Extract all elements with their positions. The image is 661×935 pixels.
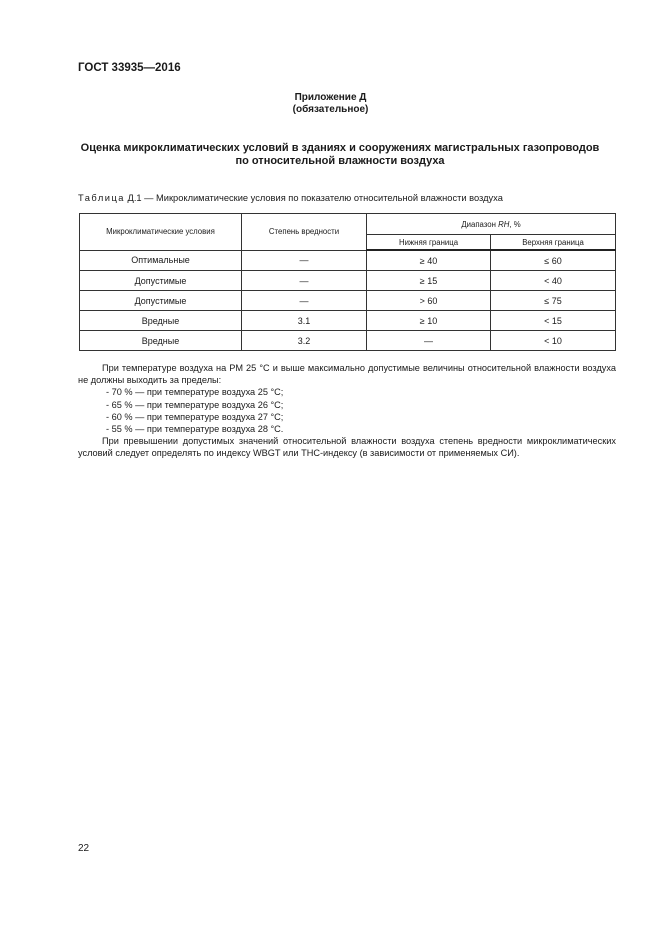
cell-upper: < 15 — [491, 311, 616, 331]
cell-lower: ≥ 10 — [367, 311, 491, 331]
cell-upper: ≤ 75 — [491, 291, 616, 311]
cell-degree: 3.1 — [242, 311, 367, 331]
cell-lower: ≥ 40 — [367, 250, 491, 271]
paragraph-1: При температуре воздуха на РМ 25 °С и выше максимально допустимые величины относительной влажности воздуха не должны выходить за пределы: — [78, 363, 616, 386]
cell-upper: < 10 — [491, 331, 616, 351]
header-harm-degree: Степень вредности — [242, 214, 367, 251]
cell-degree: — — [242, 271, 367, 291]
cell-lower: > 60 — [367, 291, 491, 311]
annex-heading — [0, 92, 661, 116]
standard-code: ГОСТ 33935—2016 — [78, 62, 181, 74]
list-item: - 65 % — при температуре воздуха 26 °С; — [106, 399, 284, 410]
table-row — [80, 331, 616, 351]
body-text — [78, 362, 616, 460]
cell-lower: ≥ 15 — [367, 271, 491, 291]
section-title-line-2: по относительной влажности воздуха — [235, 155, 445, 167]
header-range-suffix: , % — [509, 219, 521, 229]
annex-status: (обязательное) — [292, 104, 369, 115]
table-row — [80, 271, 616, 291]
cell-upper: ≤ 60 — [491, 250, 616, 271]
cell-condition: Оптимальные — [80, 250, 242, 271]
table-caption — [78, 193, 503, 203]
cell-upper: < 40 — [491, 271, 616, 291]
header-lower: Нижняя граница — [367, 235, 491, 251]
cell-condition: Допустимые — [80, 271, 242, 291]
table-caption-label: Таблица — [78, 193, 125, 203]
header-conditions: Микроклиматические условия — [80, 214, 242, 251]
list-item: - 55 % — при температуре воздуха 28 °С. — [106, 424, 284, 435]
header-range-prefix: Диапазон — [461, 219, 499, 229]
list-item: - 70 % — при температуре воздуха 25 °С; — [106, 387, 284, 398]
section-title — [60, 142, 620, 168]
annex-title: Приложение Д — [294, 92, 367, 103]
list-item: - 60 % — при температуре воздуха 27 °С; — [106, 411, 284, 422]
page-number: 22 — [78, 843, 90, 854]
cell-degree: — — [242, 250, 367, 271]
paragraph-2: При превышении допустимых значений относительной влажности воздуха степень вредности микроклиматических условий следует определять по индексу WBGT или ТНС-индексу (в зависимости от применяемых СИ). — [78, 436, 616, 459]
header-range — [367, 214, 616, 235]
section-title-line-1: Оценка микроклиматических условий в зданиях и сооружениях магистральных газопроводов — [80, 142, 600, 154]
cell-lower: — — [367, 331, 491, 351]
header-upper: Верхняя граница — [491, 235, 616, 251]
table-caption-text: Д.1 — Микроклиматические условия по показателю относительной влажности воздуха — [124, 193, 503, 203]
cell-condition: Вредные — [80, 331, 242, 351]
table-row — [80, 311, 616, 331]
cell-degree: 3.2 — [242, 331, 367, 351]
table-row — [80, 250, 616, 271]
table-row — [80, 291, 616, 311]
cell-condition: Допустимые — [80, 291, 242, 311]
cell-degree: — — [242, 291, 367, 311]
cell-condition: Вредные — [80, 311, 242, 331]
header-range-variable: RH — [498, 219, 510, 229]
humidity-table — [79, 213, 616, 351]
